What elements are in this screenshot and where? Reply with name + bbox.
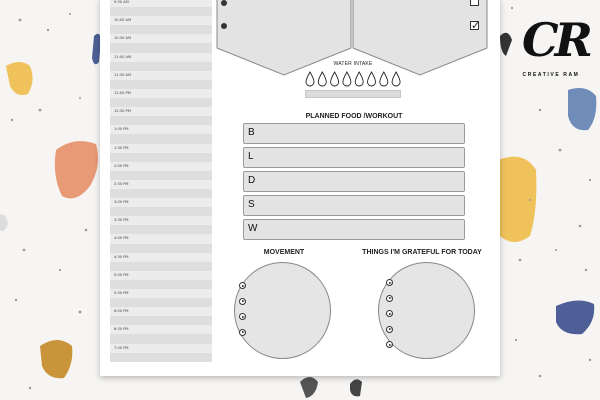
time-slot[interactable]: 10:00 AM: [110, 16, 212, 25]
planned-food-title: PLANNED FOOD /WORKOUT: [305, 113, 403, 120]
time-slot[interactable]: [110, 80, 212, 89]
movement-title: MOVEMENT: [263, 249, 305, 256]
creative-ram-logo-text: CREATIVE RAM: [522, 72, 580, 78]
play-bullet-icon: [386, 326, 393, 333]
time-slot[interactable]: [110, 280, 212, 289]
time-slot[interactable]: 2:30 PM: [110, 180, 212, 189]
grateful-title: THINGS I'M GRATEFUL FOR TODAY: [362, 249, 482, 256]
time-slot[interactable]: [110, 353, 212, 362]
dark-brush-stroke-bottom: [300, 377, 318, 398]
checkbox-checked[interactable]: ✓: [471, 20, 481, 32]
grey-brush-stroke: [0, 214, 8, 231]
water-drop-icon[interactable]: [392, 72, 400, 86]
time-slot[interactable]: 12:00 PM: [110, 89, 212, 98]
navy-brush-stroke-right: [556, 300, 594, 334]
time-slot[interactable]: 4:00 PM: [110, 234, 212, 243]
time-slot[interactable]: [110, 244, 212, 253]
play-bullet-icon: [386, 295, 393, 302]
blue-brush-stroke-right: [568, 88, 596, 130]
time-slot[interactable]: 7:00 PM: [110, 344, 212, 353]
time-slot[interactable]: [110, 98, 212, 107]
water-drop-icon[interactable]: [368, 72, 376, 86]
food-row-letter: W: [248, 223, 258, 234]
time-schedule: [110, 0, 212, 361]
time-slot[interactable]: [110, 262, 212, 271]
play-bullet-icon: [386, 310, 393, 317]
water-drop-icon[interactable]: [331, 72, 339, 86]
food-row[interactable]: [243, 123, 465, 144]
food-row-letter: D: [248, 175, 256, 186]
time-slot[interactable]: [110, 7, 212, 16]
time-slot[interactable]: [110, 116, 212, 125]
play-bullet-icon: [239, 298, 246, 305]
time-slot[interactable]: 10:30 AM: [110, 34, 212, 43]
dark-brush-stroke-bottom2: [350, 379, 362, 396]
play-bullet-icon: [239, 282, 246, 289]
water-intake-title: WATER INTAKE: [333, 61, 373, 67]
time-slot[interactable]: [110, 207, 212, 216]
water-drop-icon[interactable]: [306, 72, 314, 86]
time-slot[interactable]: 6:00 PM: [110, 307, 212, 316]
time-slot[interactable]: [110, 62, 212, 71]
bullet-dot: [221, 0, 227, 6]
time-slot[interactable]: 4:30 PM: [110, 253, 212, 262]
time-slot[interactable]: 5:30 PM: [110, 289, 212, 298]
food-row-letter: S: [248, 199, 255, 210]
time-slot[interactable]: [110, 189, 212, 198]
food-row[interactable]: [243, 171, 465, 192]
time-slot[interactable]: 3:00 PM: [110, 198, 212, 207]
water-drop-icon[interactable]: [343, 72, 351, 86]
bullet-dot: [221, 23, 227, 29]
time-slot[interactable]: 3:30 PM: [110, 216, 212, 225]
water-intake-bar[interactable]: [305, 90, 401, 98]
time-slot[interactable]: 11:00 AM: [110, 53, 212, 62]
time-slot[interactable]: [110, 225, 212, 234]
food-row-letter: L: [248, 151, 254, 162]
time-slot[interactable]: 1:00 PM: [110, 125, 212, 134]
time-slot[interactable]: 9:30 AM: [110, 0, 212, 7]
time-slot[interactable]: 2:00 PM: [110, 162, 212, 171]
orange-brush-stroke: [55, 141, 98, 198]
time-slot[interactable]: 6:30 PM: [110, 325, 212, 334]
time-slot[interactable]: 5:00 PM: [110, 271, 212, 280]
creative-ram-logo-mark: CR: [522, 13, 589, 67]
checkbox-unchecked[interactable]: [470, 0, 479, 6]
water-drop-icon[interactable]: [318, 72, 326, 86]
time-slot[interactable]: [110, 25, 212, 34]
play-bullet-icon: [386, 341, 393, 348]
gold-brush-stroke: [40, 340, 72, 378]
play-bullet-icon: [239, 329, 246, 336]
water-drop-icon[interactable]: [355, 72, 363, 86]
play-bullet-icon: [239, 313, 246, 320]
time-slot[interactable]: [110, 334, 212, 343]
dark-brush-stroke-top: [500, 33, 512, 56]
time-slot[interactable]: [110, 43, 212, 52]
time-slot[interactable]: [110, 171, 212, 180]
water-drops: [303, 71, 403, 89]
time-slot[interactable]: 11:30 AM: [110, 71, 212, 80]
food-row[interactable]: [243, 147, 465, 168]
food-row-letter: B: [248, 127, 255, 138]
time-slot[interactable]: [110, 298, 212, 307]
time-slot[interactable]: 12:30 PM: [110, 107, 212, 116]
water-drop-icon[interactable]: [380, 72, 388, 86]
food-row[interactable]: [243, 195, 465, 216]
time-slot[interactable]: 1:30 PM: [110, 144, 212, 153]
time-slot[interactable]: [110, 153, 212, 162]
yellow-brush-stroke: [6, 62, 33, 95]
food-row[interactable]: [243, 219, 465, 240]
play-bullet-icon: [386, 279, 393, 286]
time-slot[interactable]: [110, 134, 212, 143]
movement-circle[interactable]: [234, 262, 331, 359]
time-slot[interactable]: [110, 316, 212, 325]
